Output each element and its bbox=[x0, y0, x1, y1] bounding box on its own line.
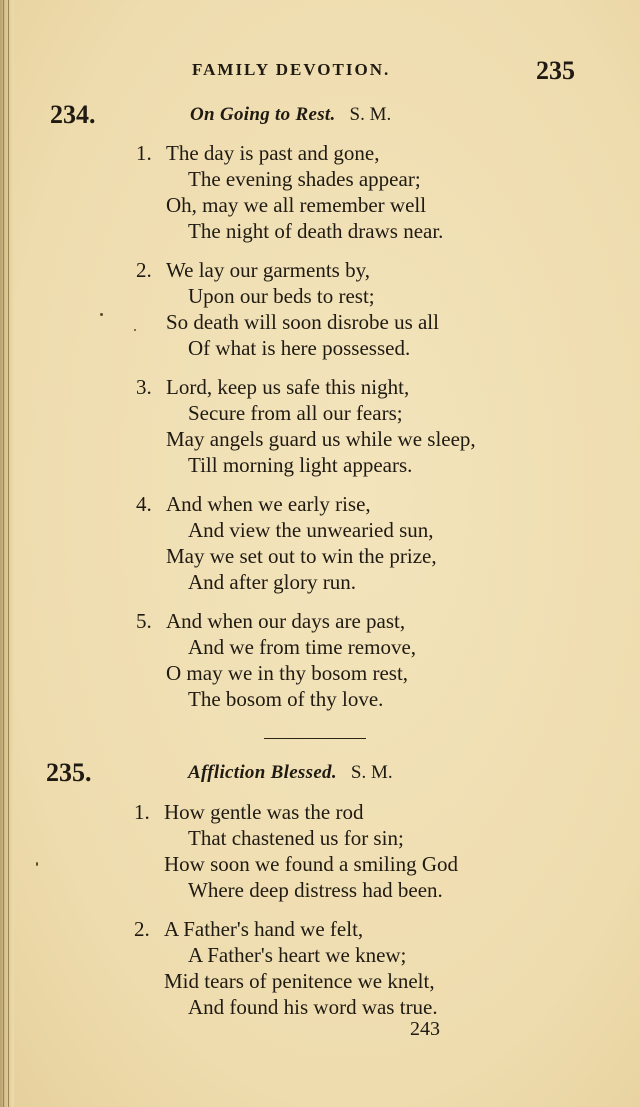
verse-line: So death will soon disrobe us all bbox=[166, 310, 439, 334]
verse-line: How soon we found a smiling God bbox=[164, 852, 458, 876]
hymn-title: Affliction Blessed. bbox=[188, 762, 337, 783]
hymn-number: 234. bbox=[50, 100, 96, 129]
verse-line: A Father's heart we knew; bbox=[188, 943, 407, 967]
verse-line: And after glory run. bbox=[188, 570, 356, 594]
verse-line: May we set out to win the prize, bbox=[166, 544, 437, 568]
paper-speck bbox=[36, 862, 38, 866]
hymn-meter: S. M. bbox=[349, 104, 392, 125]
verse-line: And when our days are past, bbox=[166, 609, 406, 633]
hymn-title-line bbox=[190, 104, 391, 126]
spine-line bbox=[8, 0, 9, 1107]
verse-line: And view the unwearied sun, bbox=[188, 518, 434, 542]
stanza-number: 2. bbox=[134, 917, 150, 941]
verse-line: The night of death draws near. bbox=[188, 219, 444, 243]
stanza-number: 1. bbox=[134, 800, 150, 824]
verse-line: And found his word was true. bbox=[188, 995, 438, 1019]
paper-speck bbox=[134, 329, 136, 331]
stanza-number: 2. bbox=[136, 258, 152, 282]
hymn-title: On Going to Rest. bbox=[190, 104, 336, 125]
hymn-divider bbox=[264, 738, 366, 739]
stanza-number: 5. bbox=[136, 609, 152, 633]
spine-line bbox=[3, 0, 4, 1107]
hymn-meter: S. M. bbox=[350, 762, 393, 783]
verse-line: O may we in thy bosom rest, bbox=[166, 661, 409, 685]
verse-line: May angels guard us while we sleep, bbox=[166, 427, 476, 451]
verse-line: A Father's hand we felt, bbox=[164, 917, 364, 941]
verse-line: Upon our beds to rest; bbox=[188, 284, 375, 308]
stanza-number: 4. bbox=[136, 492, 152, 516]
hymn-title-line bbox=[188, 762, 393, 784]
paper-speck bbox=[100, 313, 103, 316]
verse-line: How gentle was the rod bbox=[164, 800, 364, 824]
verse-line: Of what is here possessed. bbox=[188, 336, 411, 360]
verse-line: Secure from all our fears; bbox=[188, 401, 403, 425]
verse-line: Lord, keep us safe this night, bbox=[166, 375, 410, 399]
verse-line: The day is past and gone, bbox=[166, 141, 380, 165]
verse-line: And we from time remove, bbox=[188, 635, 417, 659]
verse-line: Where deep distress had been. bbox=[188, 878, 443, 902]
verse-line: That chastened us for sin; bbox=[188, 826, 404, 850]
verse-line: Oh, may we all remember well bbox=[166, 193, 427, 217]
verse-line: Mid tears of penitence we knelt, bbox=[164, 969, 435, 993]
folio-number: 243 bbox=[410, 1018, 440, 1040]
hymn-number: 235. bbox=[46, 758, 92, 787]
verse-line: Till morning light appears. bbox=[188, 453, 413, 477]
page-number: 235 bbox=[536, 56, 575, 85]
stanza-number: 1. bbox=[136, 141, 152, 165]
running-head: FAMILY DEVOTION. bbox=[192, 60, 391, 79]
stanza-number: 3. bbox=[136, 375, 152, 399]
verse-line: We lay our garments by, bbox=[166, 258, 370, 282]
verse-line: The bosom of thy love. bbox=[188, 687, 384, 711]
verse-line: And when we early rise, bbox=[166, 492, 371, 516]
verse-line: The evening shades appear; bbox=[188, 167, 421, 191]
